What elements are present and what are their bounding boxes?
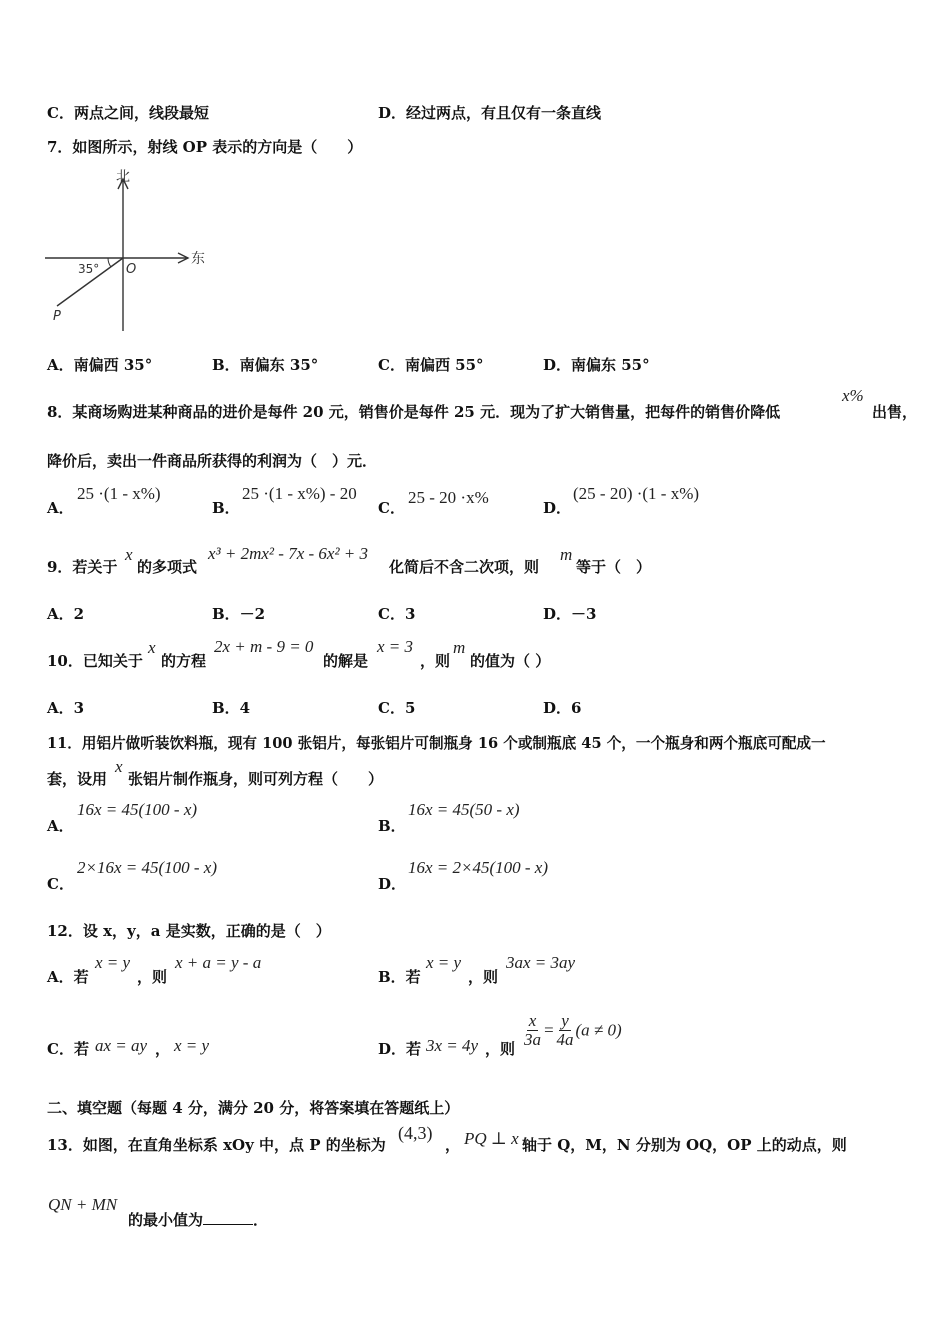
q8-line2: 降价后，卖出一件商品所获得的利润为（ ）元． bbox=[47, 452, 378, 470]
q11-expr-c: 2×16x = 45(100 - x) bbox=[77, 858, 218, 877]
q9-option-a: A．2 bbox=[47, 605, 85, 623]
q8-expr-a: 25 ·(1 - x%) bbox=[77, 484, 161, 503]
east-label: 东 bbox=[191, 251, 205, 267]
q11-label-d: D． bbox=[378, 875, 407, 893]
q11-var-x: x bbox=[115, 757, 123, 776]
q11-expr-d: 16x = 2×45(100 - x) bbox=[408, 858, 549, 877]
q9-part4: 等于（ ） bbox=[576, 558, 652, 576]
q9-part3: 化简后不含二次项，则 bbox=[389, 558, 540, 576]
q12-a-result: x + a = y - a bbox=[175, 953, 262, 972]
q8-label-c: C． bbox=[378, 499, 405, 517]
q12-a-then: ，则 bbox=[137, 968, 168, 986]
q13-expr: QN + MN bbox=[48, 1195, 118, 1214]
q12-b-cond: x = y bbox=[426, 953, 462, 972]
q6-option-c: C．两点之间，线段最短 bbox=[47, 104, 209, 122]
q13-part1: 13．如图，在直角坐标系 xOy 中，点 P 的坐标为 bbox=[47, 1136, 386, 1154]
q13-end: ． bbox=[253, 1211, 269, 1229]
q12-d-frac2 bbox=[554, 1012, 575, 1049]
q8-expr-b: 25 ·(1 - x%) - 20 bbox=[242, 484, 357, 503]
q12-d-then: ，则 bbox=[485, 1040, 516, 1058]
q12-d-equals: = bbox=[543, 1020, 555, 1040]
q9-option-d: D．－3 bbox=[543, 605, 597, 623]
q12-b-result: 3ax = 3ay bbox=[506, 953, 576, 972]
q12-c-result: x = y bbox=[174, 1036, 210, 1055]
q9-part1: 9．若关于 bbox=[47, 558, 118, 576]
q12-stem: 12．设 x，y，a 是实数，正确的是（ ） bbox=[47, 922, 331, 940]
q8-label-a: A． bbox=[47, 499, 74, 517]
q8-expr-c: 25 - 20 ·x% bbox=[408, 488, 489, 507]
q9-expr: x³ + 2mx² - 7x - 6x² + 3 bbox=[208, 544, 369, 563]
q9-option-c: C．3 bbox=[378, 605, 416, 623]
q12-d-tail: (a ≠ 0) bbox=[575, 1020, 622, 1040]
q11-label-c: C． bbox=[47, 875, 74, 893]
q13-part4-line bbox=[128, 1209, 268, 1230]
origin-label: O bbox=[126, 262, 137, 277]
angle-label: 35° bbox=[78, 262, 100, 276]
q10-part5: 的值为（ ） bbox=[470, 652, 551, 670]
q6-option-d: D．经过两点，有且仅有一条直线 bbox=[378, 104, 602, 122]
q12-c-comma: ， bbox=[155, 1040, 171, 1058]
point-p-label: P bbox=[53, 309, 61, 324]
q10-var-x: x bbox=[148, 638, 156, 657]
q11-expr-a: 16x = 45(100 - x) bbox=[77, 800, 198, 819]
q12-d-num2: y bbox=[561, 1011, 569, 1030]
q12-c-cond: ax = ay bbox=[95, 1036, 148, 1055]
q9-var-m: m bbox=[560, 545, 573, 564]
q10-option-d: D．6 bbox=[543, 699, 582, 717]
q10-option-c: C．5 bbox=[378, 699, 416, 717]
q12-a-cond: x = y bbox=[95, 953, 131, 972]
q12-d-label: D．若 bbox=[378, 1040, 422, 1058]
q7-option-b: B．南偏东 35° bbox=[212, 356, 319, 374]
q12-d-cond: 3x = 4y bbox=[426, 1036, 479, 1055]
q9-option-b: B．－2 bbox=[212, 605, 266, 623]
q12-d-fraction-equation bbox=[522, 1012, 622, 1049]
q7-option-c: C．南偏西 55° bbox=[378, 356, 484, 374]
north-label: 北 bbox=[116, 169, 130, 185]
q13-part4: 的最小值为 bbox=[128, 1211, 204, 1229]
q10-option-b: B．4 bbox=[212, 699, 251, 717]
q12-d-den1: 3a bbox=[524, 1029, 541, 1049]
q8-expr-d: (25 - 20) ·(1 - x%) bbox=[573, 484, 700, 503]
q11-part2: 张铝片制作瓶身，则可列方程（ ） bbox=[128, 770, 384, 788]
q13-part3: 轴于 Q，M，N 分别为 OQ，OP 上的动点，则 bbox=[522, 1136, 847, 1154]
q10-solution: x = 3 bbox=[377, 637, 414, 656]
q12-c-label: C．若 bbox=[47, 1040, 89, 1058]
q8-label-b: B． bbox=[212, 499, 240, 517]
q12-d-frac1 bbox=[522, 1012, 543, 1049]
q13-perp: PQ ⊥ x bbox=[464, 1129, 519, 1148]
q12-b-label: B．若 bbox=[378, 968, 421, 986]
q11-part1: 套，设用 bbox=[47, 770, 108, 788]
q9-part2: 的多项式 bbox=[137, 558, 198, 576]
q9-var-x: x bbox=[125, 545, 133, 564]
q10-expr: 2x + m - 9 = 0 bbox=[214, 637, 314, 656]
q7-stem: 7．如图所示，射线 OP 表示的方向是（ ） bbox=[47, 138, 363, 156]
q13-part2: ， bbox=[445, 1136, 461, 1154]
q10-part1: 10．已知关于 bbox=[47, 652, 143, 670]
section2-heading: 二、填空题（每题 4 分，满分 20 分，将答案填在答题纸上） bbox=[47, 1099, 460, 1117]
q8-label-d: D． bbox=[543, 499, 572, 517]
q12-d-num1: x bbox=[528, 1011, 537, 1030]
q13-answer-blank[interactable] bbox=[203, 1210, 253, 1225]
q10-part3: 的解是 bbox=[323, 652, 369, 670]
q12-d-den2: 4a bbox=[556, 1029, 574, 1049]
q11-label-b: B． bbox=[378, 817, 406, 835]
q8-line1-end: 出售， bbox=[872, 403, 918, 421]
angle-arc bbox=[108, 258, 111, 267]
q7-option-d: D．南偏东 55° bbox=[543, 356, 650, 374]
q8-var: x% bbox=[842, 386, 864, 405]
q11-label-a: A． bbox=[47, 817, 74, 835]
q10-part2: 的方程 bbox=[161, 652, 207, 670]
q11-line1: 11．用铝片做听装饮料瓶，现有 100 张铝片，每张铝片可制瓶身 16 个或制瓶底 45 个，一个瓶身和两个瓶底可配成一 bbox=[47, 735, 826, 752]
q12-a-label: A．若 bbox=[47, 968, 89, 986]
q10-option-a: A．3 bbox=[47, 699, 85, 717]
q13-coord: (4,3) bbox=[398, 1123, 433, 1143]
q10-var-m: m bbox=[453, 638, 466, 657]
q7-option-a: A．南偏西 35° bbox=[47, 356, 153, 374]
q12-b-then: ，则 bbox=[468, 968, 499, 986]
q11-expr-b: 16x = 45(50 - x) bbox=[408, 800, 520, 819]
q7-direction-figure bbox=[40, 163, 220, 338]
q10-part4: ，则 bbox=[420, 652, 451, 670]
q8-line1: 8．某商场购进某种商品的进价是每件 20 元，销售价是每件 25 元．现为了扩大销售量，把每件的销售价降低 bbox=[47, 403, 781, 421]
